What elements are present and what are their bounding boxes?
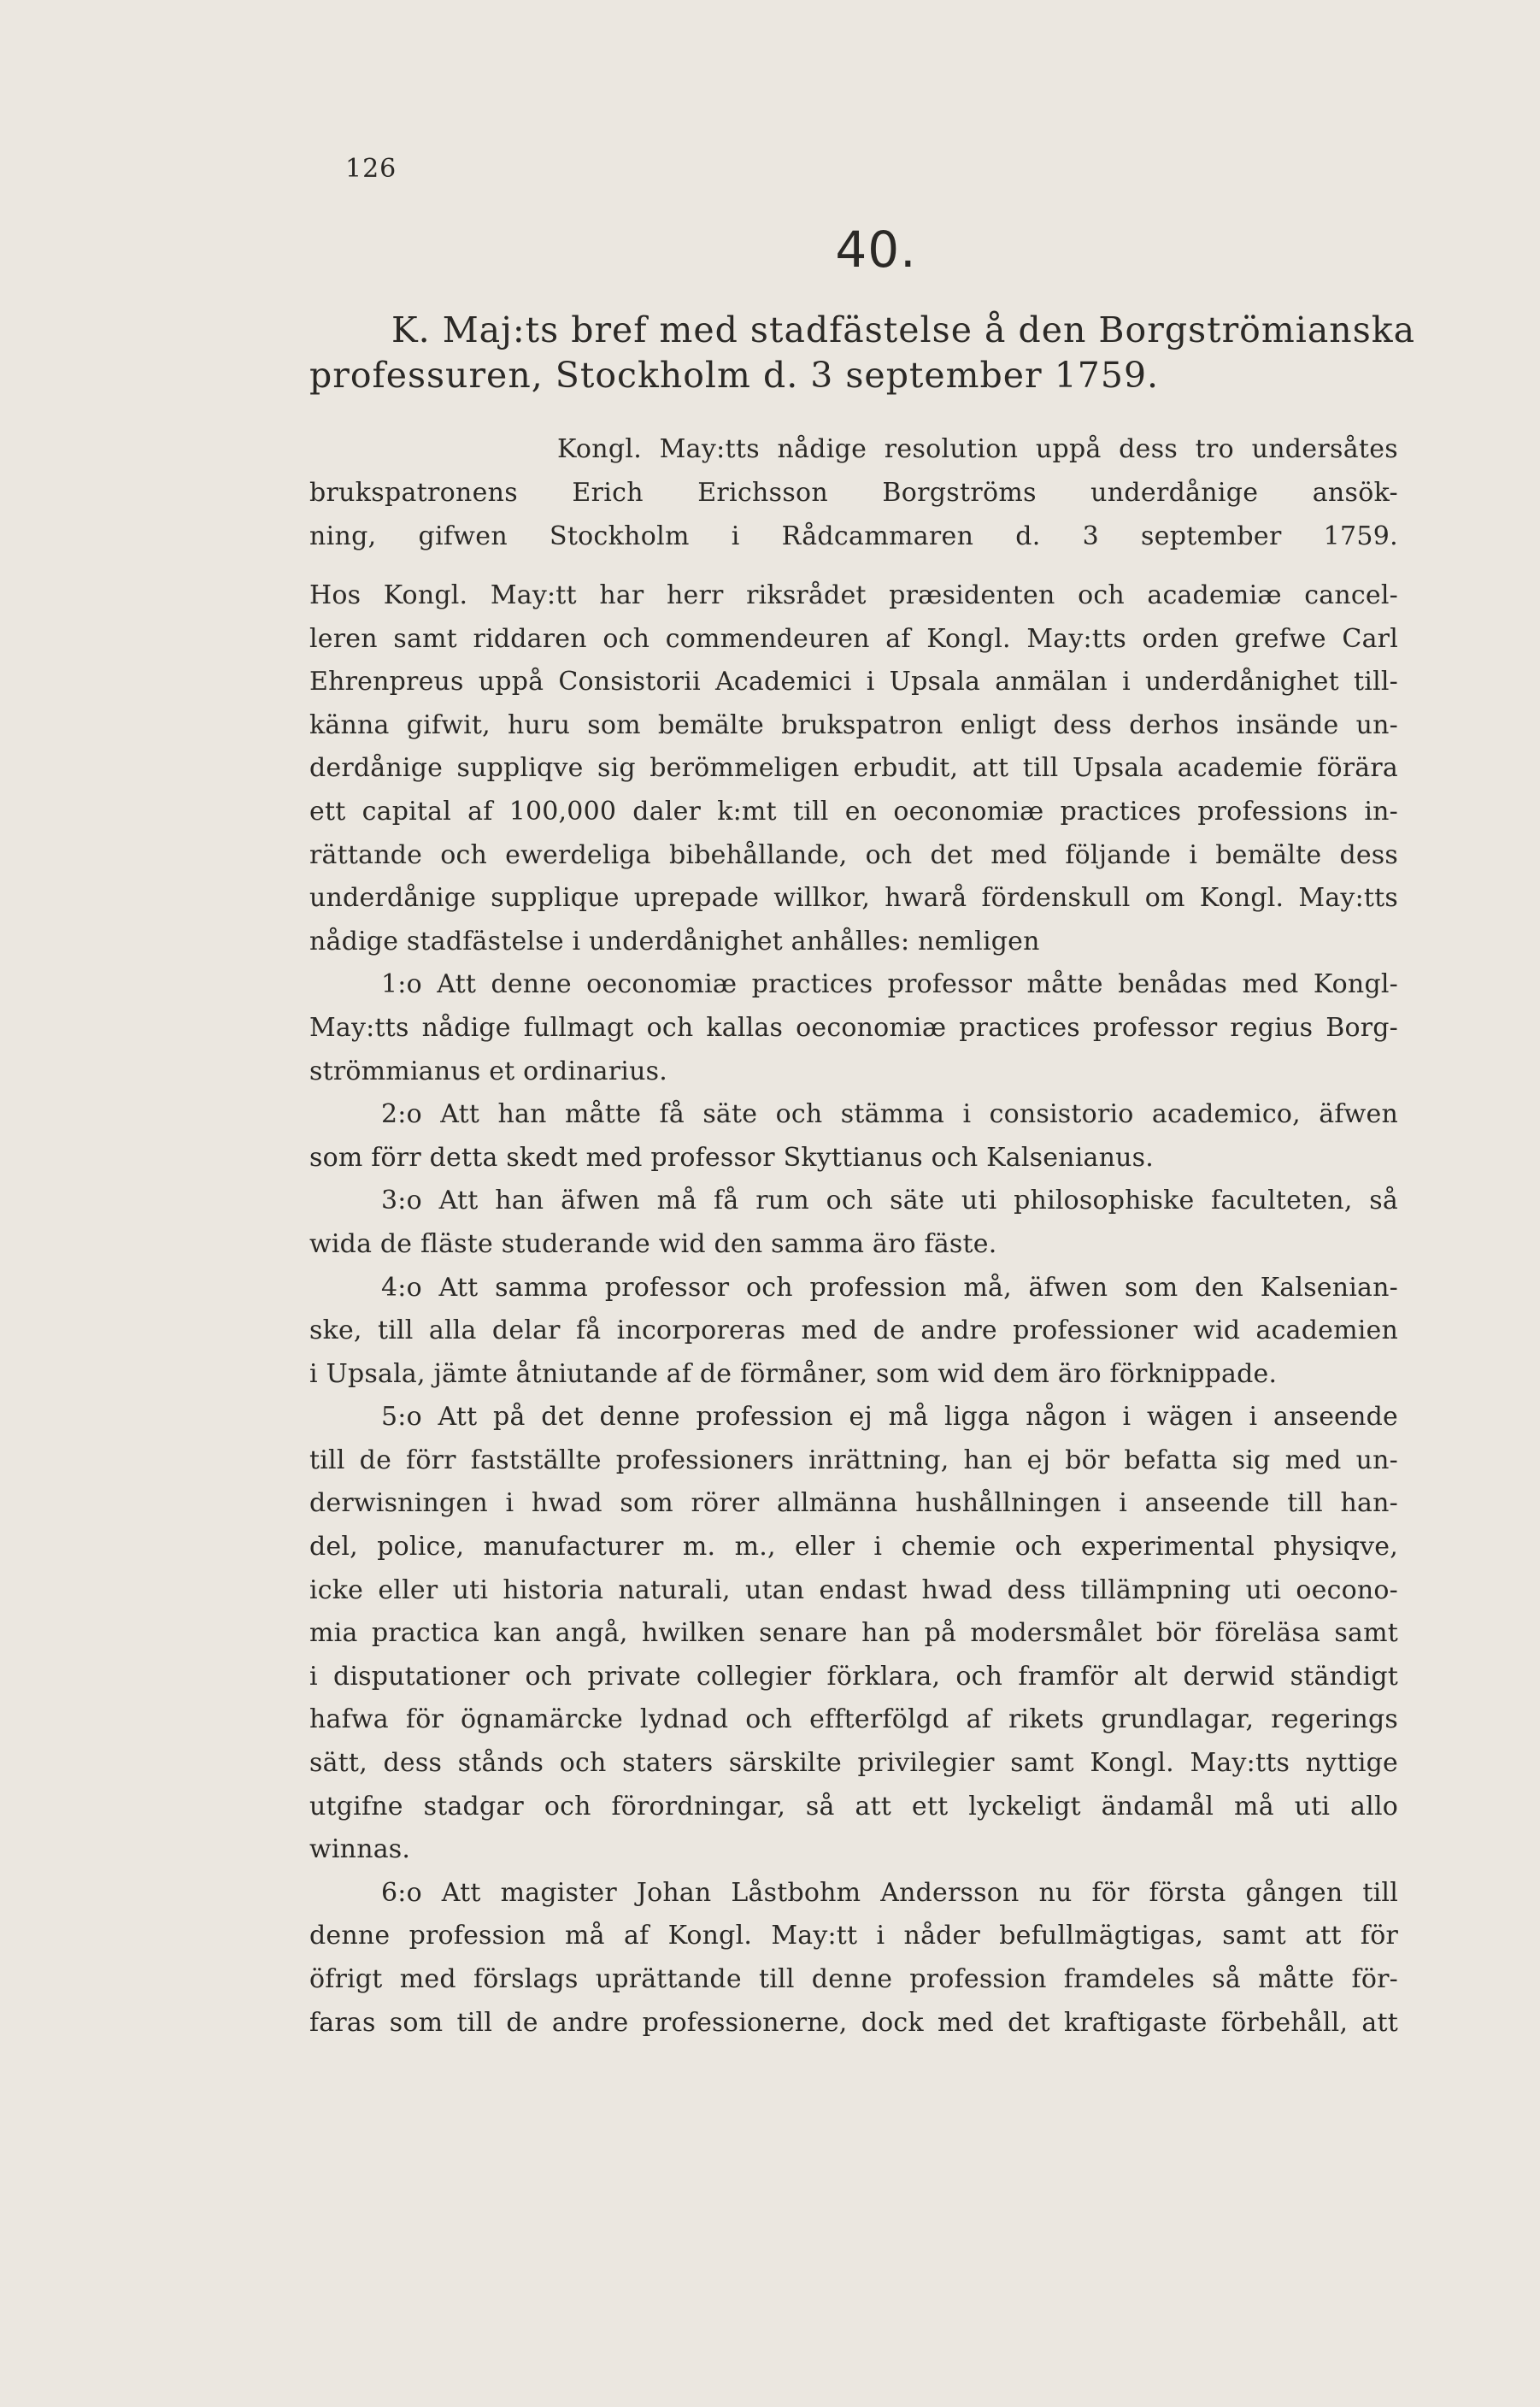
document-number: 40. — [835, 221, 917, 279]
text-line: denne profession må af Kongl. May:tt i nåder befullmägtigas, samt att för — [309, 1921, 1398, 1951]
text-line: som förr detta skedt med professor Skyttianus och Kalsenianus. — [309, 1142, 1154, 1173]
text-line: icke eller uti historia naturali, utan endast hwad dess tillämpning uti oecono- — [309, 1574, 1398, 1605]
text-line: ning, gifwen Stockholm i Rådcammaren d. 3 september 1759. — [309, 521, 1398, 551]
text-line: May:tts nådige fullmagt och kallas oeconomiæ practices professor regius Borg- — [309, 1012, 1398, 1043]
text-line: derwisningen i hwad som rörer allmänna hushållningen i anseende till han- — [309, 1488, 1398, 1519]
text-line: hafwa för ögnamärcke lydnad och effterfölgd af rikets grundlagar, regerings — [309, 1704, 1398, 1735]
text-line: i disputationer och private collegier förklara, och framför alt derwid ständigt — [309, 1661, 1398, 1692]
text-line: faras som till de andre professionerne, dock med det kraftigaste förbehåll, att — [309, 2007, 1398, 2038]
text-line: öfrigt med förslags uprättande till denne profession framdeles så måtte för- — [309, 1964, 1398, 1994]
text-line: till de förr fastställte professioners inrättning, han ej bör befatta sig med un- — [309, 1445, 1398, 1475]
title-line: K. Maj:ts bref med stadfästelse å den Borgströmianska — [391, 309, 1416, 350]
page-number: 126 — [345, 154, 397, 184]
text-line: sätt, dess stånds och staters särskilte privilegier samt Kongl. May:tts nyttige — [309, 1748, 1398, 1779]
text-line: leren samt riddaren och commendeuren af Kongl. May:tts orden grefwe Carl — [309, 623, 1398, 654]
text-line: Ehrenpreus uppå Consistorii Academici i Upsala anmälan i underdånighet till- — [309, 667, 1398, 697]
text-line: ett capital af 100,000 daler k:mt till en oeconomiæ practices professions in- — [309, 796, 1398, 827]
text-line: 6:o Att magister Johan Låstbohm Andersson nu för första gången till — [381, 1877, 1398, 1908]
text-line: winnas. — [309, 1834, 411, 1865]
text-line: rättande och ewerdeliga bibehållande, och det med följande i bemälte dess — [309, 839, 1398, 870]
resolution-intro — [309, 427, 1398, 558]
text-line: underdånige supplique uprepade willkor, hwarå fördenskull om Kongl. May:tts — [309, 883, 1398, 914]
title-line: professuren, Stockholm d. 3 september 1759. — [309, 355, 1160, 396]
text-line: 1:o Att denne oeconomiæ practices professor måtte benådas med Kongl- — [381, 969, 1398, 1000]
text-line: 4:o Att samma professor och profession må, äfwen som den Kalsenian- — [381, 1272, 1398, 1303]
text-line: brukspatronens Erich Erichsson Borgströms underdånige ansök- — [309, 478, 1398, 508]
text-line: utgifne stadgar och förordningar, så att ett lyckeligt ändamål må uti allo — [309, 1791, 1398, 1821]
text-line: 3:o Att han äfwen må få rum och säte uti philosophiske faculteten, så — [381, 1186, 1398, 1216]
text-line: känna gifwit, huru som bemälte brukspatron enligt dess derhos insände un- — [309, 709, 1398, 740]
text-line: mia practica kan angå, hwilken senare han på modersmålet bör föreläsa samt — [309, 1618, 1398, 1649]
text-line: Hos Kongl. May:tt har herr riksrådet præsidenten och academiæ cancel- — [309, 580, 1398, 610]
text-line: 2:o Att han måtte få säte och stämma i consistorio academico, äfwen — [381, 1099, 1398, 1130]
text-line: derdånige suppliqve sig berömmeligen erbudit, att till Upsala academie förära — [309, 753, 1398, 784]
text-line: i Upsala, jämte åtniutande af de förmåner, som wid dem äro förknippade. — [309, 1358, 1278, 1389]
text-line: ske, till alla delar få incorporeras med de andre professioner wid academien — [309, 1315, 1398, 1346]
text-line: wida de fläste studerande wid den samma äro fäste. — [309, 1228, 997, 1259]
text-line: strömmianus et ordinarius. — [309, 1056, 667, 1086]
text-line: Kongl. May:tts nådige resolution uppå dess tro undersåtes — [557, 434, 1398, 464]
text-line: del, police, manufacturer m. m., eller i chemie och experimental physiqve, — [309, 1532, 1398, 1562]
body-text — [309, 574, 1398, 2045]
text-line: 5:o Att på det denne profession ej må ligga någon i wägen i anseende — [381, 1402, 1398, 1433]
document-title — [309, 308, 1502, 398]
text-line: nådige stadfästelse i underdånighet anhålles: nemligen — [309, 926, 1040, 956]
